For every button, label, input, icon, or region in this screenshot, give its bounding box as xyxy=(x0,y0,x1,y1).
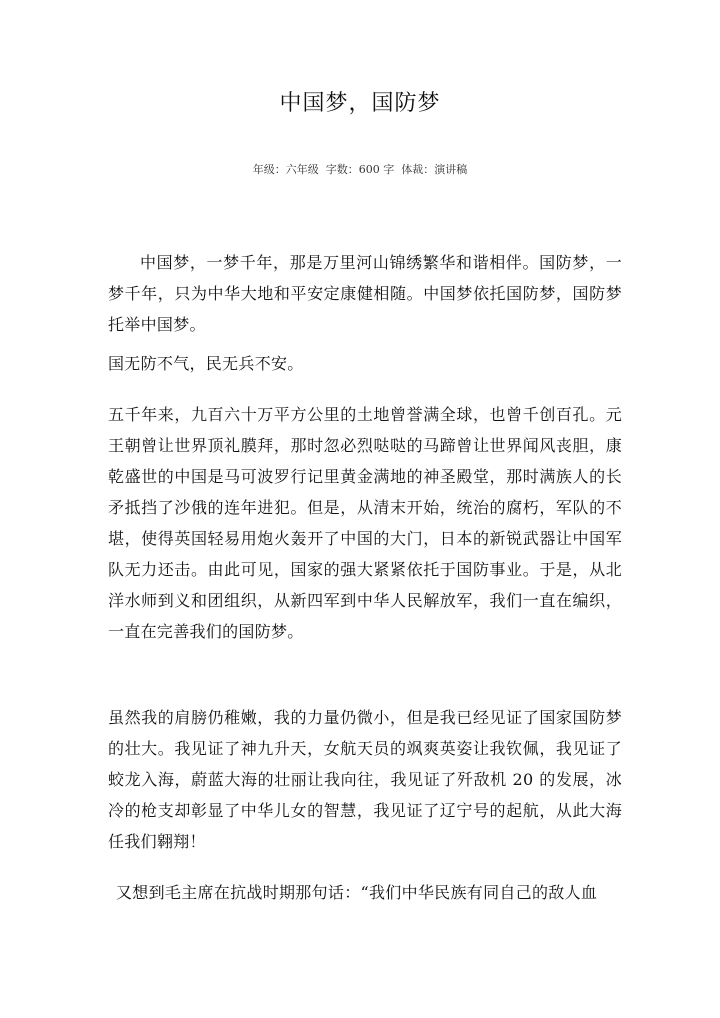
document-meta: 年级：六年级 字数：600 字 体裁：演讲稿 xyxy=(252,163,468,176)
paragraph-witness: 虽然我的肩膀仍稚嫩，我的力量仍微小，但是我已经见证了国家国防梦的壮大。我见证了神九升天，女航天员的飒爽英姿让我钦佩，我见证了蛟龙入海，蔚蓝大海的壮丽让我向往，我见证了歼敌机 20 的发展，冰冷的枪支却彰显了中华儿女的智慧，我见证了辽宁号的起航，从此大海任我们翱翔！ xyxy=(108,708,622,851)
paragraph-quote: 又想到毛主席在抗战时期那句话：“我们中华民族有同自己的敌人血 xyxy=(116,883,598,902)
paragraph-motto: 国无防不气，民无兵不安。 xyxy=(108,354,304,373)
paragraph-intro: 中国梦，一梦千年，那是万里河山锦绣繁华和谐相伴。国防梦，一梦千年，只为中华大地和平安定康健相随。中国梦依托国防梦，国防梦托举中国梦。 xyxy=(108,253,622,334)
paragraph-history: 五千年来，九百六十万平方公里的土地曾誉满全球，也曾千创百孔。元王朝曾让世界顶礼膜拜，那时忽必烈哒哒的马蹄曾让世界闻风丧胆，康乾盛世的中国是马可波罗行记里黄金满地的神圣殿堂，那时满族人的长矛抵挡了沙俄的连年进犯。但是，从清末开始，统治的腐朽，军队的不堪，使得英国轻易用炮火轰开了中国的大门，日本的新锐武器让中国军队无力还击。由此可见，国家的强大紧紧依托于国防事业。于是，从北洋水师到义和团组织，从新四军到中华人民解放军，我们一直在编织，一直在完善我们的国防梦。 xyxy=(108,405,622,641)
document-title: 中国梦，国防梦 xyxy=(279,91,441,116)
